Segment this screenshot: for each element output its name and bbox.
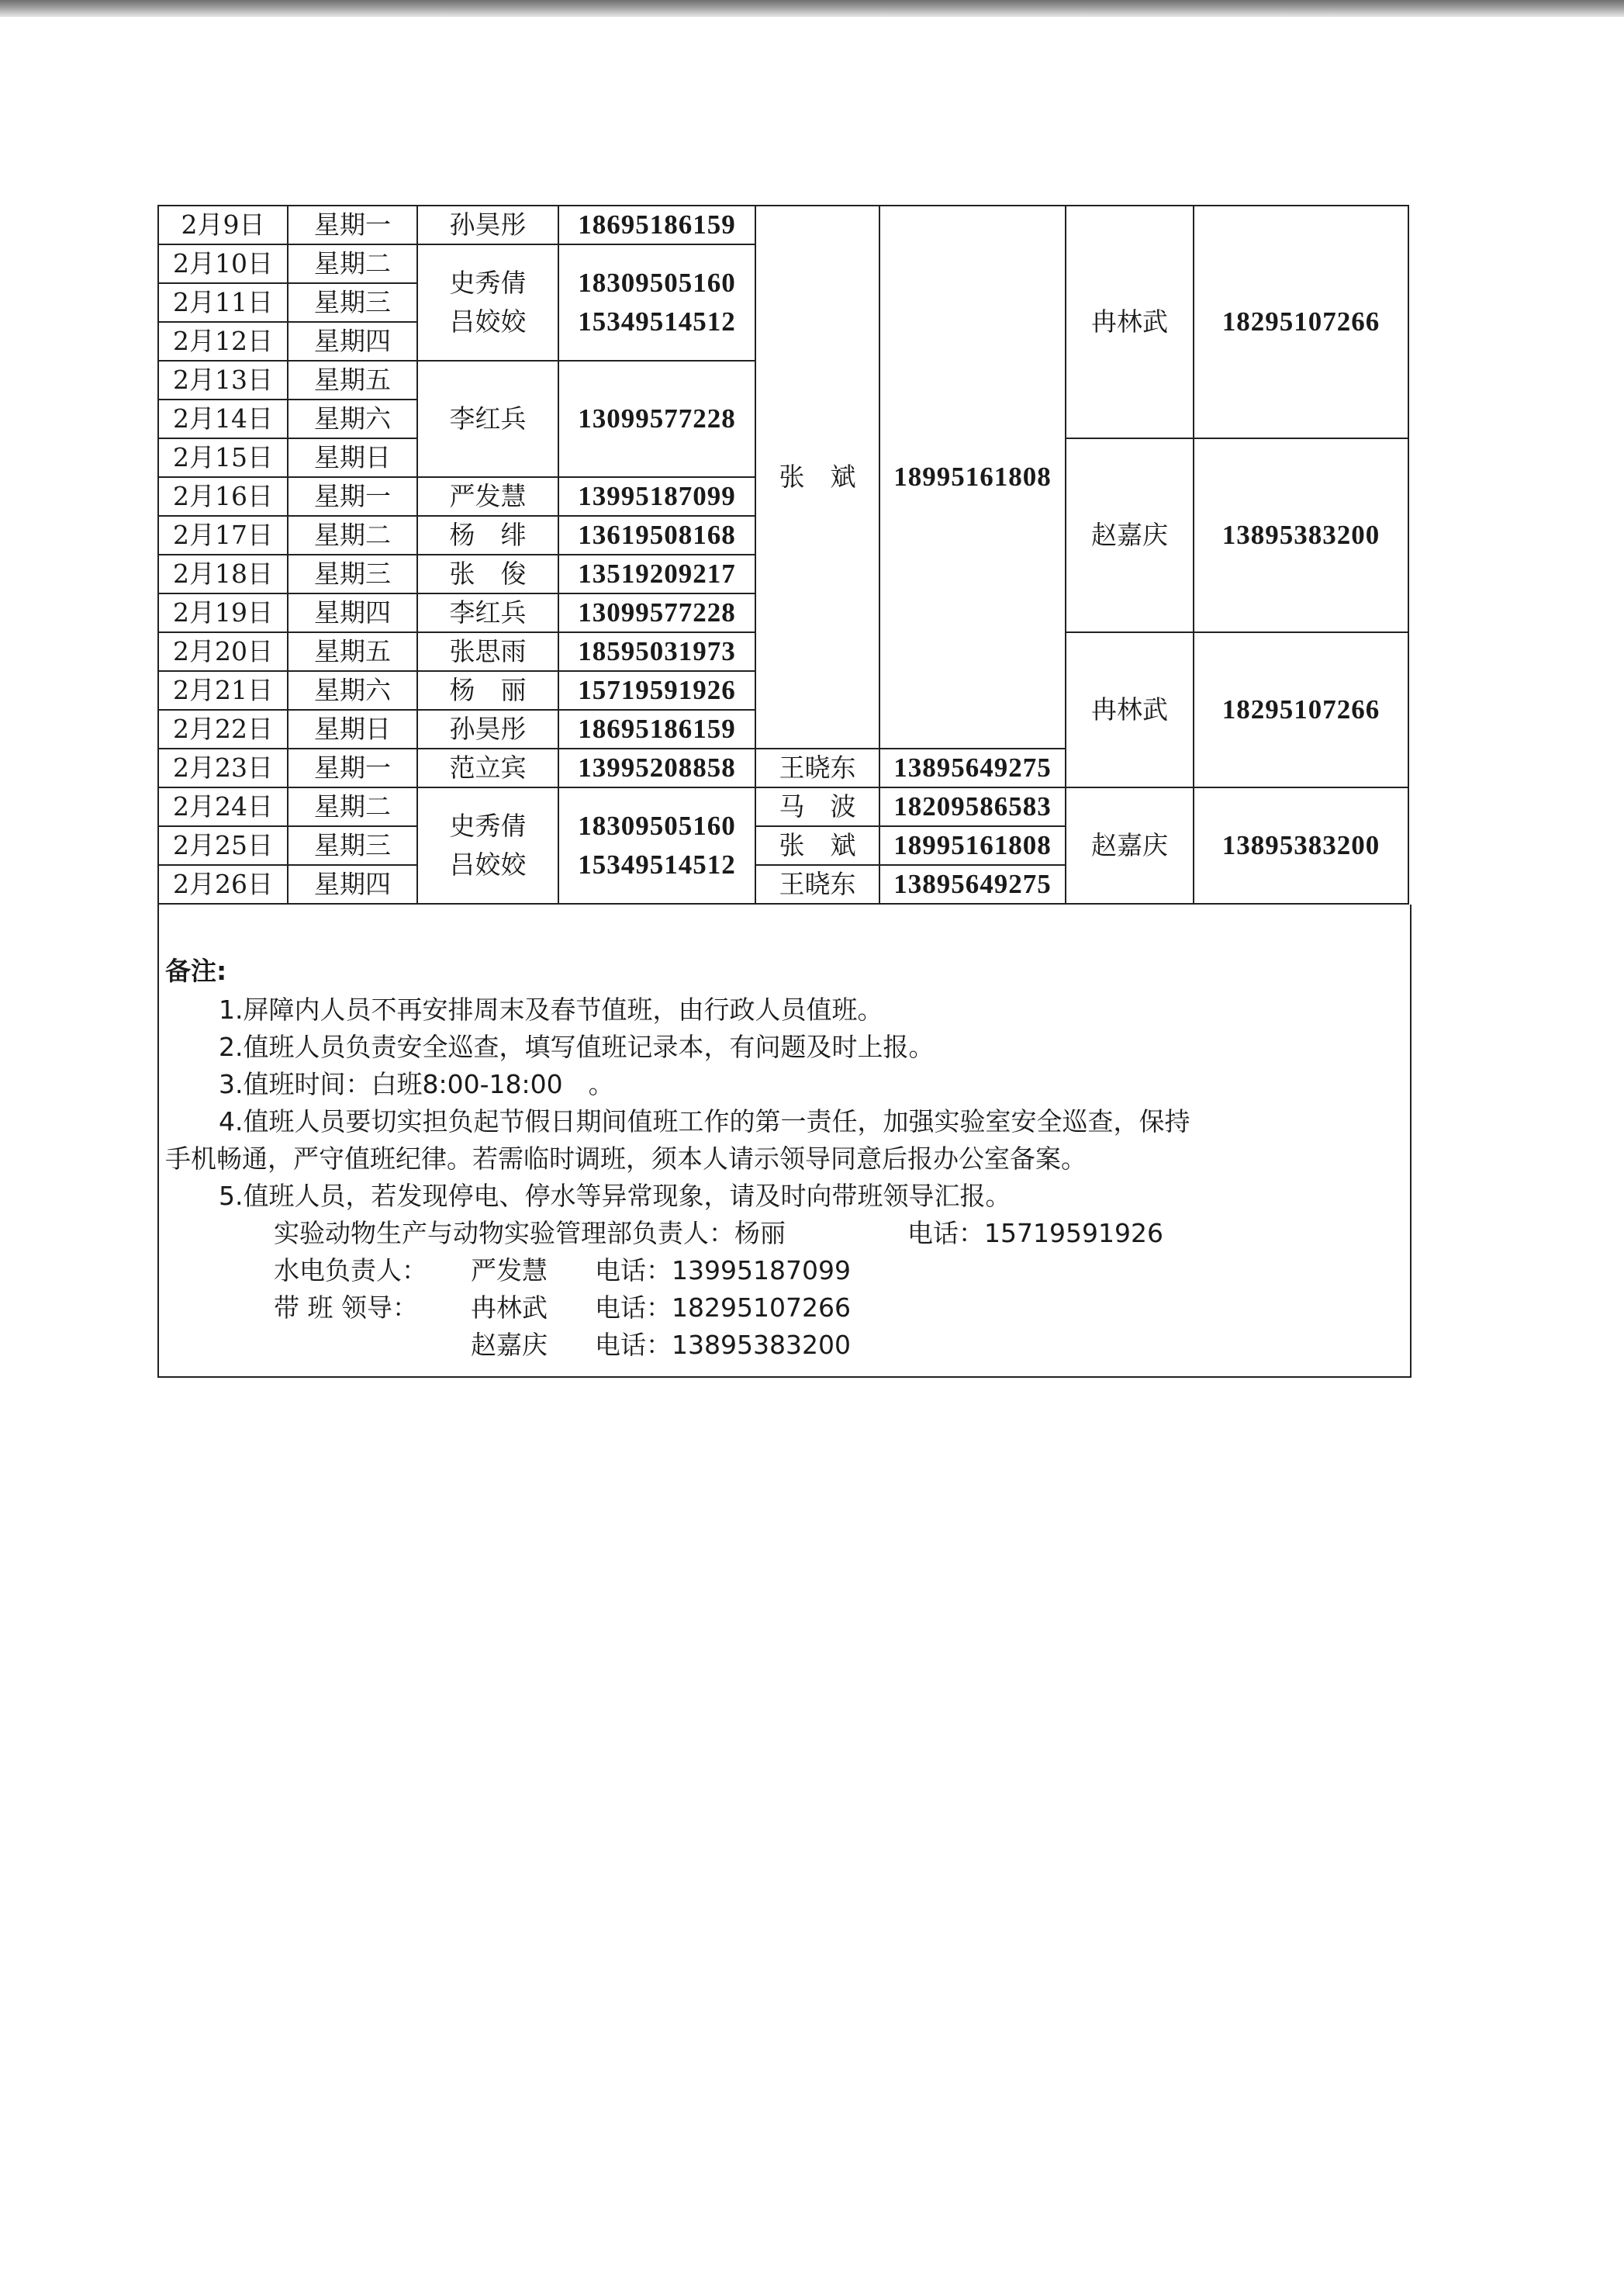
date-cell: 2月17日 (158, 516, 288, 555)
weekday-cell: 星期四 (288, 322, 417, 361)
date-cell: 2月18日 (158, 555, 288, 593)
duty-phone-cell: 13619508168 (558, 516, 755, 555)
duty-name-cell: 张 俊 (417, 555, 558, 593)
second-duty-name-cell: 张 斌 (755, 206, 879, 749)
date-cell: 2月22日 (158, 710, 288, 749)
date-cell: 2月23日 (158, 749, 288, 787)
duty-phone-cell: 18695186159 (558, 206, 755, 244)
duty-phone-cell (558, 244, 755, 361)
date-cell: 2月20日 (158, 632, 288, 671)
second-duty-phone-cell: 13895649275 (879, 865, 1066, 904)
duty-phone-cell: 13995187099 (558, 477, 755, 516)
second-duty-phone-cell: 18995161808 (879, 826, 1066, 865)
weekday-cell: 星期三 (288, 283, 417, 322)
duty-phone: 18309505160 (578, 268, 736, 298)
duty-phone-cell: 18595031973 (558, 632, 755, 671)
second-duty-name-cell: 王晓东 (755, 865, 879, 904)
leader-phone-cell: 18295107266 (1194, 206, 1408, 438)
date-cell: 2月9日 (158, 206, 288, 244)
weekday-cell: 星期六 (288, 400, 417, 438)
duty-name-cell: 严发慧 (417, 477, 558, 516)
second-duty-name-cell: 马 波 (755, 787, 879, 826)
contact-label: 实验动物生产与动物实验管理部负责人：杨丽 (274, 1218, 786, 1248)
duty-name-cell: 杨 绯 (417, 516, 558, 555)
weekday-cell: 星期四 (288, 865, 417, 904)
date-cell: 2月11日 (158, 283, 288, 322)
notes-label: 备注: (165, 956, 227, 986)
duty-phone-cell: 13099577228 (558, 361, 755, 477)
note-item-continued: 手机畅通，严守值班纪律。若需临时调班，须本人请示领导同意后报办公室备案。 (165, 1144, 1087, 1174)
note-item: 3.值班时间：白班8:00-18:00 。 (219, 1069, 614, 1099)
duty-phone-cell: 15719591926 (558, 671, 755, 710)
table-row (158, 206, 1408, 244)
date-cell: 2月24日 (158, 787, 288, 826)
duty-name-cell: 孙昊彤 (417, 206, 558, 244)
note-item: 5.值班人员，若发现停电、停水等异常现象，请及时向带班领导汇报。 (219, 1181, 1011, 1211)
leader-name-cell: 赵嘉庆 (1066, 438, 1194, 632)
second-duty-phone-cell: 18995161808 (879, 206, 1066, 749)
date-cell: 2月26日 (158, 865, 288, 904)
weekday-cell: 星期二 (288, 787, 417, 826)
duty-phone-cell: 13099577228 (558, 593, 755, 632)
duty-phone: 15349514512 (578, 849, 736, 880)
duty-phone-cell: 13995208858 (558, 749, 755, 787)
duty-phone-cell: 18695186159 (558, 710, 755, 749)
date-cell: 2月25日 (158, 826, 288, 865)
date-cell: 2月16日 (158, 477, 288, 516)
weekday-cell: 星期六 (288, 671, 417, 710)
weekday-cell: 星期一 (288, 749, 417, 787)
duty-schedule-document (157, 205, 1415, 1378)
date-cell: 2月12日 (158, 322, 288, 361)
date-cell: 2月19日 (158, 593, 288, 632)
leader-name-cell: 冉林武 (1066, 632, 1194, 787)
leader-phone-cell: 13895383200 (1194, 438, 1408, 632)
table-row (158, 787, 1408, 826)
duty-name-cell: 杨 丽 (417, 671, 558, 710)
second-duty-phone-cell: 18209586583 (879, 787, 1066, 826)
weekday-cell: 星期五 (288, 361, 417, 400)
contact-label: 水电负责人： (274, 1255, 427, 1285)
weekday-cell: 星期三 (288, 555, 417, 593)
duty-name: 史秀倩 (449, 268, 527, 298)
duty-name-cell (417, 787, 558, 904)
duty-phone-cell: 13519209217 (558, 555, 755, 593)
duty-name-cell: 李红兵 (417, 361, 558, 477)
contact-name: 严发慧 (471, 1255, 548, 1285)
duty-phone-cell (558, 787, 755, 904)
second-duty-name-cell: 张 斌 (755, 826, 879, 865)
duty-roster-table (157, 205, 1409, 905)
weekday-cell: 星期五 (288, 632, 417, 671)
contact-phone: 电话：15719591926 (907, 1218, 1163, 1248)
date-cell: 2月21日 (158, 671, 288, 710)
weekday-cell: 星期三 (288, 826, 417, 865)
leader-name-cell: 冉林武 (1066, 206, 1194, 438)
contact-label: 带 班 领导： (274, 1292, 418, 1323)
contact-name: 冉林武 (471, 1292, 548, 1323)
date-cell: 2月10日 (158, 244, 288, 283)
note-item: 4.值班人员要切实担负起节假日期间值班工作的第一责任，加强实验室安全巡查，保持 (219, 1106, 1190, 1137)
weekday-cell: 星期日 (288, 710, 417, 749)
contact-phone: 电话：13895383200 (595, 1330, 851, 1360)
duty-name: 史秀倩 (449, 811, 527, 841)
second-duty-phone-cell: 13895649275 (879, 749, 1066, 787)
weekday-cell: 星期日 (288, 438, 417, 477)
duty-phone: 18309505160 (578, 811, 736, 841)
duty-name-cell: 李红兵 (417, 593, 558, 632)
leader-phone-cell: 13895383200 (1194, 787, 1408, 904)
date-cell: 2月14日 (158, 400, 288, 438)
date-cell: 2月13日 (158, 361, 288, 400)
leader-phone-cell: 18295107266 (1194, 632, 1408, 787)
duty-name-cell (417, 244, 558, 361)
weekday-cell: 星期四 (288, 593, 417, 632)
leader-name-cell: 赵嘉庆 (1066, 787, 1194, 904)
duty-name-cell: 孙昊彤 (417, 710, 558, 749)
duty-phone: 15349514512 (578, 306, 736, 337)
scan-edge-shadow (0, 0, 1624, 17)
weekday-cell: 星期二 (288, 516, 417, 555)
weekday-cell: 星期一 (288, 206, 417, 244)
contact-name: 赵嘉庆 (471, 1330, 548, 1360)
duty-name-cell: 张思雨 (417, 632, 558, 671)
contact-phone: 电话：18295107266 (595, 1292, 851, 1323)
notes-box (157, 905, 1411, 1378)
duty-name: 吕姣姣 (449, 306, 527, 337)
note-item: 2.值班人员负责安全巡查，填写值班记录本，有问题及时上报。 (219, 1032, 935, 1062)
note-item: 1.屏障内人员不再安排周末及春节值班，由行政人员值班。 (219, 995, 883, 1025)
duty-name: 吕姣姣 (449, 849, 527, 880)
duty-name-cell: 范立宾 (417, 749, 558, 787)
weekday-cell: 星期一 (288, 477, 417, 516)
date-cell: 2月15日 (158, 438, 288, 477)
weekday-cell: 星期二 (288, 244, 417, 283)
contact-phone: 电话：13995187099 (595, 1255, 851, 1285)
second-duty-name-cell: 王晓东 (755, 749, 879, 787)
